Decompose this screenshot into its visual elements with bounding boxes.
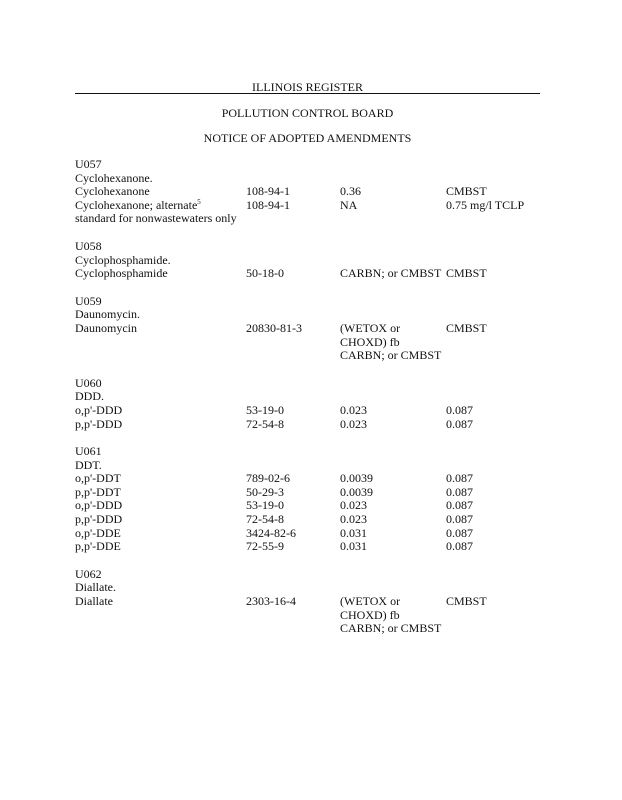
- nonwastewater-standard-cell: 0.087: [446, 512, 473, 527]
- nonwastewater-standard-cell: CMBST: [446, 594, 487, 609]
- waste-code: U059: [75, 293, 102, 308]
- constituent-cell: [75, 185, 246, 199]
- header-rule: [75, 93, 540, 94]
- wastewater-standard-cell: NA: [340, 197, 358, 212]
- constituent-name: Cyclohexanone; alternate: [75, 197, 198, 212]
- cas-number-cell: 20830-81-3: [246, 320, 302, 335]
- table-row: [75, 499, 555, 513]
- wastewater-standard-cell: 0.023: [340, 498, 367, 513]
- constituent-name-continuation: standard for nonwastewaters only: [75, 211, 237, 226]
- wastewater-standard-cell: (WETOX or CHOXD) fb CARBN; or CMBST: [340, 320, 442, 363]
- constituent-cell: p,p'-DDT: [75, 484, 121, 499]
- nonwastewater-standard-cell: 0.087: [446, 484, 473, 499]
- table-row: [75, 322, 555, 363]
- table-row: [75, 513, 555, 527]
- constituent-cell: p,p'-DDD: [75, 512, 123, 527]
- waste-code: U058: [75, 238, 102, 253]
- wastewater-standard-cell: 0.36: [340, 184, 361, 199]
- cas-number-cell: 108-94-1: [246, 184, 290, 199]
- waste-group: [75, 377, 555, 431]
- constituent-cell: p,p'-DDD: [75, 416, 123, 431]
- waste-name: DDT.: [75, 457, 102, 472]
- wastewater-standard-cell: 0.023: [340, 402, 367, 417]
- table-row: [75, 267, 555, 281]
- constituent-cell: o,p'-DDD: [75, 402, 123, 417]
- wastewater-standard-cell: 0.0039: [340, 484, 373, 499]
- waste-group: [75, 568, 555, 636]
- constituent-cell: p,p'-DDE: [75, 539, 121, 554]
- waste-code: U062: [75, 566, 102, 581]
- nonwastewater-standard-cell: CMBST: [446, 266, 487, 281]
- wastewater-standard-cell: 0.031: [340, 539, 367, 554]
- constituent-cell: o,p'-DDD: [75, 498, 123, 513]
- waste-table: [75, 158, 555, 650]
- register-title: ILLINOIS REGISTER: [252, 80, 363, 94]
- wastewater-standard-cell: 0.0039: [340, 471, 373, 486]
- nonwastewater-standard-cell: 0.087: [446, 402, 473, 417]
- cas-number-cell: 50-29-3: [246, 484, 284, 499]
- wastewater-standard-cell: (WETOX or CHOXD) fb CARBN; or CMBST: [340, 594, 442, 636]
- table-row: [75, 540, 555, 554]
- waste-name: Cyclophosphamide.: [75, 252, 171, 267]
- wastewater-standard-cell: 0.031: [340, 525, 367, 540]
- board-title: POLLUTION CONTROL BOARD: [221, 106, 394, 120]
- constituent-cell: Daunomycin: [75, 320, 137, 335]
- cas-number-cell: 789-02-6: [246, 471, 290, 486]
- waste-code: U057: [75, 157, 102, 171]
- constituent-cell: Cyclophosphamide: [75, 266, 168, 281]
- cas-number-cell: 53-19-0: [246, 498, 284, 513]
- notice-title: NOTICE OF ADOPTED AMENDMENTS: [203, 131, 412, 145]
- constituent-cell: o,p'-DDT: [75, 471, 121, 486]
- nonwastewater-standard-cell: 0.75 mg/l TCLP: [446, 197, 525, 212]
- nonwastewater-standard-cell: 0.087: [446, 416, 473, 431]
- table-row: [75, 486, 555, 500]
- cas-number-cell: 50-18-0: [246, 266, 284, 281]
- table-row: [75, 527, 555, 541]
- nonwastewater-standard-cell: 0.087: [446, 471, 473, 486]
- waste-group: [75, 158, 555, 226]
- wastewater-standard-cell: 0.023: [340, 512, 367, 527]
- cas-number-cell: 72-55-9: [246, 539, 284, 554]
- cas-number-cell: 108-94-1: [246, 197, 290, 212]
- waste-name: Diallate.: [75, 580, 116, 595]
- nonwastewater-standard-cell: 0.087: [446, 525, 473, 540]
- nonwastewater-standard-cell: CMBST: [446, 184, 487, 199]
- nonwastewater-standard-cell: 0.087: [446, 539, 473, 554]
- constituent-cell: Diallate: [75, 594, 113, 609]
- waste-name: DDD.: [75, 389, 104, 404]
- waste-group: [75, 445, 555, 554]
- table-row: [75, 472, 555, 486]
- table-row: [75, 404, 555, 418]
- waste-name: Daunomycin.: [75, 307, 140, 322]
- wastewater-standard-cell: 0.023: [340, 416, 367, 431]
- cas-number-cell: 53-19-0: [246, 402, 284, 417]
- waste-name: Cyclohexanone.: [75, 170, 153, 185]
- table-row: [75, 185, 555, 199]
- waste-group: [75, 295, 555, 363]
- table-row: [75, 595, 555, 636]
- cas-number-cell: 2303-16-4: [246, 594, 296, 609]
- waste-group: [75, 240, 555, 281]
- nonwastewater-standard-cell: CMBST: [446, 320, 487, 335]
- constituent-name: Cyclohexanone: [75, 184, 150, 199]
- cas-number-cell: 72-54-8: [246, 416, 284, 431]
- waste-code: U060: [75, 375, 102, 390]
- wastewater-standard-cell: CARBN; or CMBST: [340, 266, 442, 281]
- cas-number-cell: 72-54-8: [246, 512, 284, 527]
- cas-number-cell: 3424-82-6: [246, 525, 296, 540]
- waste-code: U061: [75, 444, 102, 459]
- constituent-cell: [75, 199, 246, 226]
- table-row: [75, 418, 555, 432]
- footnote-marker: 5: [197, 197, 201, 206]
- table-row: [75, 199, 555, 226]
- constituent-cell: o,p'-DDE: [75, 525, 121, 540]
- nonwastewater-standard-cell: 0.087: [446, 498, 473, 513]
